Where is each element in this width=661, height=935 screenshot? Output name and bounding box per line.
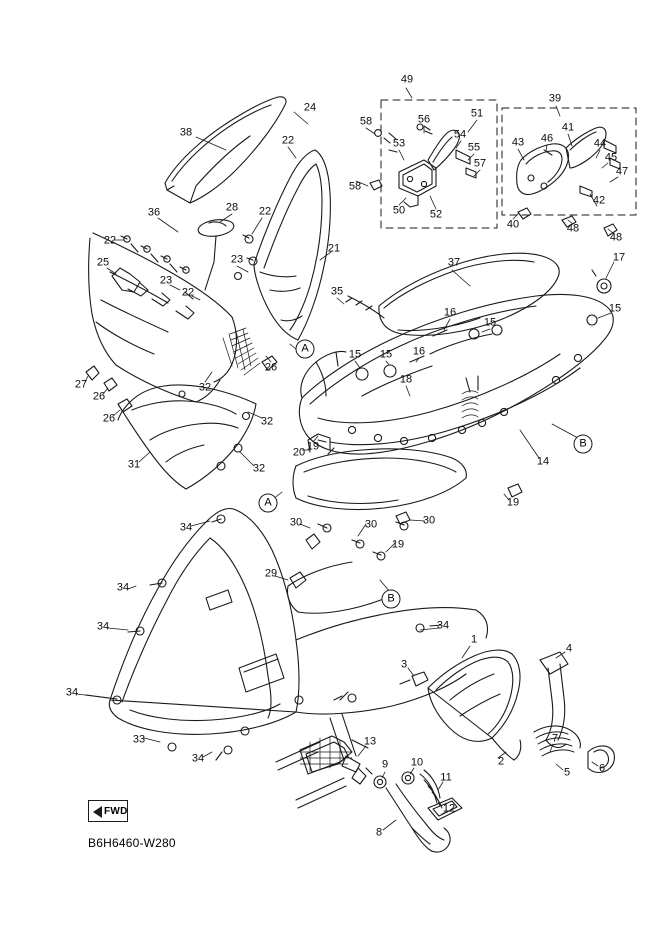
- part-callout: 38: [179, 126, 193, 139]
- part-callout: 22: [281, 134, 295, 147]
- part-callout: 19: [391, 538, 405, 551]
- part-callout: 24: [303, 101, 317, 114]
- part-callout: 58: [359, 115, 373, 128]
- part-callout: 19: [306, 440, 320, 453]
- part-callout: 30: [422, 514, 436, 527]
- part-callout: 26: [92, 390, 106, 403]
- part-callout: 47: [615, 165, 629, 178]
- part-callout: 43: [511, 136, 525, 149]
- part-callout: 10: [410, 756, 424, 769]
- group-reference-marker: B: [574, 435, 593, 454]
- part-callout: 34: [191, 752, 205, 765]
- part-callout: 19: [506, 496, 520, 509]
- group-reference-marker: A: [259, 494, 278, 513]
- group-reference-marker: A: [296, 340, 315, 359]
- part-callout: 18: [399, 373, 413, 386]
- part-callout: 13: [363, 735, 377, 748]
- part-callout: 32: [252, 462, 266, 475]
- part-callout: 32: [260, 415, 274, 428]
- part-callout: 8: [375, 826, 383, 839]
- part-callout: 15: [348, 348, 362, 361]
- part-callout: 58: [348, 180, 362, 193]
- part-callout: 16: [412, 345, 426, 358]
- part-callout: 7: [551, 732, 559, 745]
- part-callout: 15: [608, 302, 622, 315]
- part-callout: 1: [470, 633, 478, 646]
- part-callout: 42: [592, 194, 606, 207]
- fwd-direction-indicator: [88, 800, 128, 822]
- part-callout: 22: [103, 234, 117, 247]
- part-callout: 53: [392, 137, 406, 150]
- sheet-code: B6H6460-W280: [88, 836, 176, 850]
- part-callout: 27: [74, 378, 88, 391]
- part-callout: 25: [96, 256, 110, 269]
- part-callout: 34: [65, 686, 79, 699]
- part-callout: 3: [400, 658, 408, 671]
- part-callout: 37: [447, 256, 461, 269]
- part-callout: 20: [292, 446, 306, 459]
- part-callout: 36: [147, 206, 161, 219]
- part-callout: 40: [506, 218, 520, 231]
- part-callout: 17: [612, 251, 626, 264]
- part-callout: 34: [96, 620, 110, 633]
- part-callout: 14: [536, 455, 550, 468]
- part-callout: 28: [225, 201, 239, 214]
- group-reference-marker: B: [382, 590, 401, 609]
- fwd-arrow-icon: [93, 806, 102, 818]
- part-callout: 4: [565, 642, 573, 655]
- part-callout: 52: [429, 208, 443, 221]
- part-callout: 39: [548, 92, 562, 105]
- part-callout: 41: [561, 121, 575, 134]
- part-callout: 11: [440, 771, 452, 784]
- part-callout: 16: [443, 306, 457, 319]
- fwd-label: FWD: [104, 806, 128, 817]
- part-callout: 34: [116, 581, 130, 594]
- part-callout: 5: [563, 766, 571, 779]
- part-callout: 12: [442, 802, 456, 815]
- part-callout: 45: [604, 151, 618, 164]
- part-callout: 23: [230, 253, 244, 266]
- part-callout: 34: [179, 521, 193, 534]
- part-callout: 22: [181, 286, 195, 299]
- part-callout: 46: [540, 132, 554, 145]
- part-callout: 44: [593, 137, 607, 150]
- part-callout: 9: [381, 758, 389, 771]
- part-callout: 2: [497, 755, 505, 768]
- part-callout: 23: [159, 274, 173, 287]
- part-callout: 50: [392, 204, 406, 217]
- part-callout: 15: [379, 348, 393, 361]
- part-callout: 26: [102, 412, 116, 425]
- part-callout: 31: [127, 458, 141, 471]
- part-callout: 29: [264, 567, 278, 580]
- part-callout: 30: [364, 518, 378, 531]
- part-callout: 48: [566, 222, 580, 235]
- part-callout: 6: [598, 762, 606, 775]
- part-callout: 56: [417, 113, 431, 126]
- part-callout: 34: [436, 619, 450, 632]
- part-callout: 30: [289, 516, 303, 529]
- part-callout: 22: [258, 205, 272, 218]
- part-callout: 35: [330, 285, 344, 298]
- part-callout: 49: [400, 73, 414, 86]
- part-callout: 21: [327, 242, 341, 255]
- part-callout: 57: [473, 157, 487, 170]
- part-callout: 55: [467, 141, 481, 154]
- part-callout: 32: [198, 381, 212, 394]
- part-callout: 48: [609, 231, 623, 244]
- part-callout: 33: [132, 733, 146, 746]
- part-callout: 54: [453, 128, 467, 141]
- part-callout: 15: [483, 316, 497, 329]
- part-callout: 26: [264, 361, 278, 374]
- part-callout: 51: [470, 107, 484, 120]
